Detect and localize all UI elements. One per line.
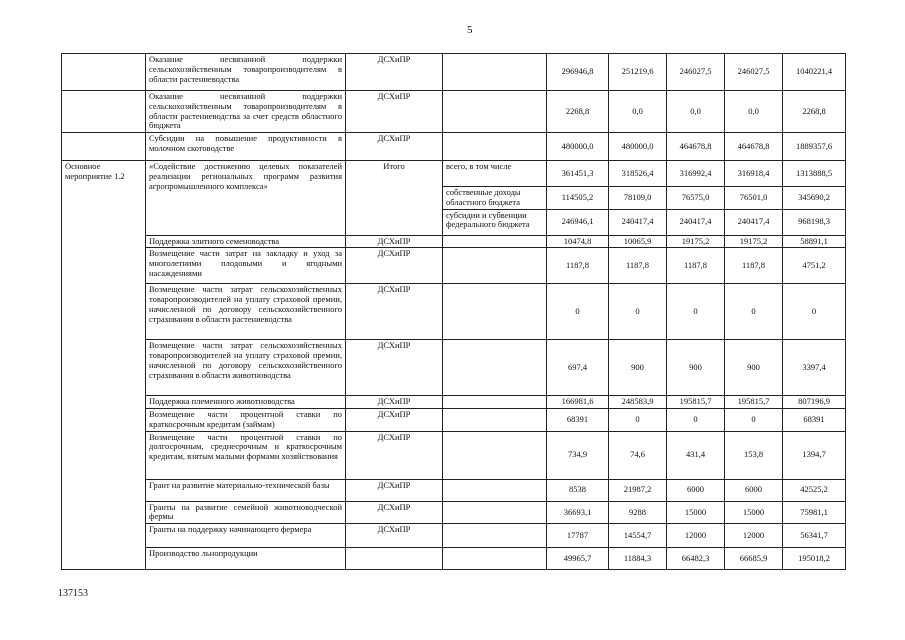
year-value: 0 <box>667 284 725 340</box>
table-body <box>62 54 846 570</box>
total-value: 68391 <box>783 409 846 432</box>
year-value: 246027,5 <box>667 54 725 91</box>
year-value: 49965,7 <box>547 548 609 570</box>
year-value: 0 <box>667 409 725 432</box>
activity-description: Производство льнопродукции <box>146 548 346 570</box>
year-value: 246946,1 <box>547 209 609 235</box>
year-value: 153,8 <box>725 431 783 479</box>
funding-source <box>443 409 547 432</box>
year-value: 248583,9 <box>609 396 667 409</box>
year-value: 316918,4 <box>725 161 783 187</box>
year-value: 361451,3 <box>547 161 609 187</box>
year-value: 464678,8 <box>725 133 783 161</box>
page-number: 5 <box>467 24 473 36</box>
activity-description: Грант на развитие материально-технической базы <box>146 479 346 501</box>
year-value: 21987,2 <box>609 479 667 501</box>
funding-source <box>443 340 547 396</box>
year-value: 19175,2 <box>725 235 783 248</box>
year-value: 1187,8 <box>609 248 667 284</box>
total-value: 0 <box>783 284 846 340</box>
year-value: 240417,4 <box>667 209 725 235</box>
total-value: 807196,9 <box>783 396 846 409</box>
year-value: 316992,4 <box>667 161 725 187</box>
funding-source <box>443 548 547 570</box>
year-value: 76501,0 <box>725 187 783 210</box>
table-row <box>62 284 846 340</box>
year-value: 12000 <box>725 524 783 548</box>
executor-cell: Итого <box>346 161 443 236</box>
year-value: 9288 <box>609 501 667 524</box>
year-value: 900 <box>609 340 667 396</box>
year-value: 734,9 <box>547 431 609 479</box>
table-row <box>62 431 846 479</box>
executor-cell: ДСХиПР <box>346 340 443 396</box>
funding-source: всего, в том числе <box>443 161 547 187</box>
year-value: 19175,2 <box>667 235 725 248</box>
year-value: 246027,5 <box>725 54 783 91</box>
activity-description: Гранты на развитие семейной животноводческой фермы <box>146 501 346 524</box>
funding-source <box>443 479 547 501</box>
total-value: 3397,4 <box>783 340 846 396</box>
year-value: 66482,3 <box>667 548 725 570</box>
executor-cell: ДСХиПР <box>346 91 443 133</box>
executor-cell: ДСХиПР <box>346 54 443 91</box>
activity-description: Возмещение части процентной ставки по долгосрочным, среднесрочным и краткосрочным кредитам, взятым малыми формами хозяйствования <box>146 431 346 479</box>
year-value: 0 <box>725 284 783 340</box>
total-value: 42525,2 <box>783 479 846 501</box>
total-value: 58891,1 <box>783 235 846 248</box>
activity-description: Оказание несвязанной поддержки сельскохозяйственным товаропроизводителям в области растениеводства <box>146 54 346 91</box>
year-value: 464678,8 <box>667 133 725 161</box>
year-value: 15000 <box>667 501 725 524</box>
funding-source <box>443 431 547 479</box>
table-row <box>62 524 846 548</box>
year-value: 1187,8 <box>547 248 609 284</box>
total-value: 75981,1 <box>783 501 846 524</box>
table-row <box>62 479 846 501</box>
activity-description: Возмещение части затрат сельскохозяйственных товаропроизводителей на уплату страховой премии, начисленной по договору сельскохозяйственного страхования в области растениеводства <box>146 284 346 340</box>
year-value: 195815,7 <box>725 396 783 409</box>
total-value: 345690,2 <box>783 187 846 210</box>
year-value: 251219,6 <box>609 54 667 91</box>
table-row <box>62 340 846 396</box>
year-value: 68391 <box>547 409 609 432</box>
year-value: 0,0 <box>609 91 667 133</box>
total-value: 1889357,6 <box>783 133 846 161</box>
total-value: 1313888,5 <box>783 161 846 187</box>
executor-cell: ДСХиПР <box>346 284 443 340</box>
funding-source <box>443 524 547 548</box>
executor-cell <box>346 548 443 570</box>
executor-cell: ДСХиПР <box>346 409 443 432</box>
table-row <box>62 248 846 284</box>
activity-description: Субсидии на повышение продуктивности в молочном скотоводстве <box>146 133 346 161</box>
year-value: 36693,1 <box>547 501 609 524</box>
table-row <box>62 548 846 570</box>
year-value: 431,4 <box>667 431 725 479</box>
executor-cell: ДСХиПР <box>346 501 443 524</box>
program-funding-table <box>61 53 846 570</box>
year-value: 14554,7 <box>609 524 667 548</box>
document-code: 137153 <box>58 588 88 599</box>
activity-description: Поддержка элитного семеноводства <box>146 235 346 248</box>
year-value: 10065,9 <box>609 235 667 248</box>
year-value: 6000 <box>667 479 725 501</box>
year-value: 66685,9 <box>725 548 783 570</box>
year-value: 76575,0 <box>667 187 725 210</box>
funding-source: собственные доходы областного бюджета <box>443 187 547 210</box>
funding-source <box>443 501 547 524</box>
activity-description: «Содействие достижению целевых показателей реализации региональных программ развития агропромышленного комплекса» <box>146 161 346 236</box>
group-label: Основное мероприятие 1.2 <box>62 161 146 570</box>
year-value: 900 <box>667 340 725 396</box>
funding-source <box>443 396 547 409</box>
activity-description: Возмещение части затрат сельскохозяйственных товаропроизводителей на уплату страховой премии, начисленной по договору сельскохозяйственного страхования в области животноводства <box>146 340 346 396</box>
year-value: 0,0 <box>667 91 725 133</box>
activity-description: Оказание несвязанной поддержки сельскохозяйственным товаропроизводителям в области растениеводства за счет средств областного бюджета <box>146 91 346 133</box>
funding-source <box>443 284 547 340</box>
year-value: 10474,8 <box>547 235 609 248</box>
year-value: 78109,0 <box>609 187 667 210</box>
table-row <box>62 133 846 161</box>
year-value: 0 <box>609 409 667 432</box>
funding-source <box>443 235 547 248</box>
total-value: 56341,7 <box>783 524 846 548</box>
year-value: 15000 <box>725 501 783 524</box>
executor-cell: ДСХиПР <box>346 248 443 284</box>
year-value: 296946,8 <box>547 54 609 91</box>
funding-source <box>443 248 547 284</box>
funding-source <box>443 54 547 91</box>
year-value: 240417,4 <box>725 209 783 235</box>
year-value: 74,6 <box>609 431 667 479</box>
table-row <box>62 161 846 187</box>
table-row <box>62 91 846 133</box>
year-value: 11884,3 <box>609 548 667 570</box>
executor-cell: ДСХиПР <box>346 479 443 501</box>
table-row <box>62 235 846 248</box>
year-value: 166981,6 <box>547 396 609 409</box>
executor-cell: ДСХиПР <box>346 396 443 409</box>
table-row <box>62 501 846 524</box>
total-value: 2268,8 <box>783 91 846 133</box>
group-cell-empty <box>62 91 146 133</box>
year-value: 0 <box>725 409 783 432</box>
funding-source: субсидии и субвенции федерального бюджета <box>443 209 547 235</box>
table-row <box>62 54 846 91</box>
activity-description: Поддержка племенного животноводства <box>146 396 346 409</box>
year-value: 480000,0 <box>609 133 667 161</box>
year-value: 195815,7 <box>667 396 725 409</box>
total-value: 1040221,4 <box>783 54 846 91</box>
activity-description: Возмещение части процентной ставки по краткосрочным кредитам (займам) <box>146 409 346 432</box>
funding-source <box>443 133 547 161</box>
executor-cell: ДСХиПР <box>346 133 443 161</box>
funding-source <box>443 91 547 133</box>
total-value: 4751,2 <box>783 248 846 284</box>
year-value: 697,4 <box>547 340 609 396</box>
activity-description: Возмещение части затрат на закладку и уход за многолетними плодовыми и ягодными насаждениями <box>146 248 346 284</box>
year-value: 240417,4 <box>609 209 667 235</box>
year-value: 0 <box>609 284 667 340</box>
total-value: 1394,7 <box>783 431 846 479</box>
total-value: 968198,3 <box>783 209 846 235</box>
year-value: 114505,2 <box>547 187 609 210</box>
year-value: 318526,4 <box>609 161 667 187</box>
year-value: 17787 <box>547 524 609 548</box>
year-value: 480000,0 <box>547 133 609 161</box>
year-value: 12000 <box>667 524 725 548</box>
group-cell-empty <box>62 54 146 91</box>
executor-cell: ДСХиПР <box>346 524 443 548</box>
year-value: 900 <box>725 340 783 396</box>
year-value: 1187,8 <box>667 248 725 284</box>
executor-cell: ДСХиПР <box>346 235 443 248</box>
group-cell-empty <box>62 133 146 161</box>
table-row <box>62 409 846 432</box>
activity-description: Гранты на поддержку начинающего фермера <box>146 524 346 548</box>
year-value: 0 <box>547 284 609 340</box>
year-value: 6000 <box>725 479 783 501</box>
year-value: 2268,8 <box>547 91 609 133</box>
total-value: 195018,2 <box>783 548 846 570</box>
year-value: 0,0 <box>725 91 783 133</box>
year-value: 1187,8 <box>725 248 783 284</box>
table-row <box>62 396 846 409</box>
executor-cell: ДСХиПР <box>346 431 443 479</box>
year-value: 8538 <box>547 479 609 501</box>
